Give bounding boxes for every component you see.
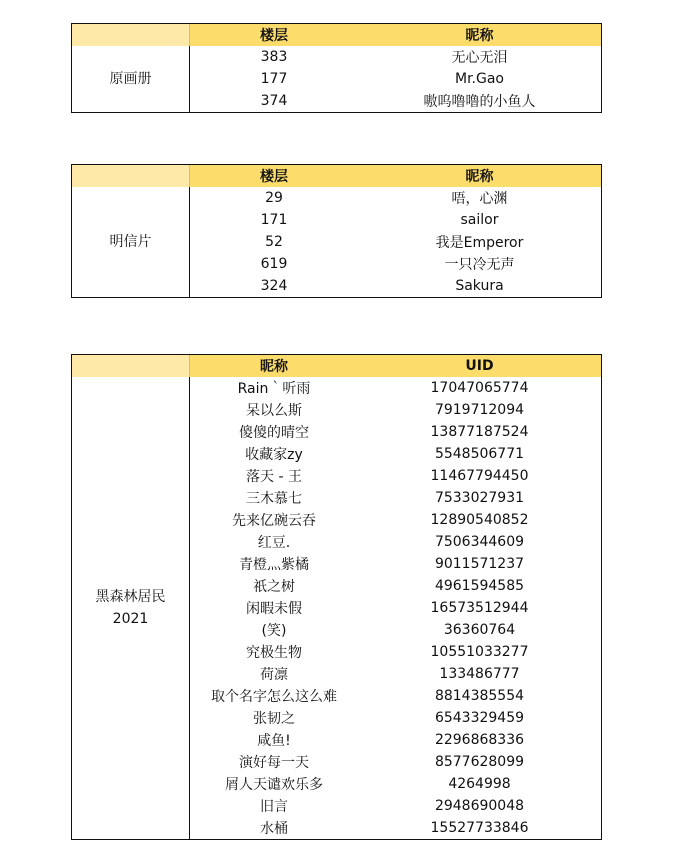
table-row	[190, 68, 601, 90]
table-heisenlin	[71, 354, 602, 840]
header-nickname: 昵称	[190, 355, 358, 377]
table-cell: 屑人天谴欢乐多	[225, 777, 323, 793]
table-cell: 一只冷无声	[444, 257, 515, 273]
table-cell: 究极生物	[246, 645, 302, 661]
table-cell: Sakura	[455, 278, 504, 294]
table-cell: 嗷呜噜噜的小鱼人	[423, 94, 536, 110]
table-row	[190, 90, 601, 112]
table-row	[190, 487, 601, 509]
header-uid: UID	[358, 355, 601, 377]
group-label-line1: 黑森林居民	[95, 589, 166, 605]
table-row	[190, 751, 601, 773]
table-row	[190, 253, 601, 275]
table-cell: 177	[260, 71, 288, 87]
table-header	[72, 165, 601, 187]
table-header	[72, 355, 601, 377]
table-row	[190, 377, 601, 399]
table-row	[190, 641, 601, 663]
table-cell: 11467794450	[430, 468, 529, 484]
table-row	[190, 231, 601, 253]
table-cell: 傻傻的晴空	[239, 425, 309, 441]
table-row	[190, 209, 601, 231]
table-cell: 张韧之	[253, 711, 295, 727]
table-row	[190, 531, 601, 553]
table-cell: 4961594585	[434, 578, 525, 594]
table-cell: 17047065774	[430, 380, 529, 396]
table-row	[190, 619, 601, 641]
table-cell: 收藏家zy	[245, 447, 303, 463]
table-cell: 落天 - 王	[246, 469, 302, 485]
table-cell: 青橙灬紫橘	[239, 557, 309, 573]
table-cell: 2948690048	[434, 798, 525, 814]
table-cell: 先来亿碗云吞	[232, 513, 316, 529]
group-label	[72, 377, 190, 839]
table-cell: 2296868336	[434, 732, 525, 748]
table-row	[190, 597, 601, 619]
table-row	[190, 729, 601, 751]
table-cell: 52	[265, 234, 283, 250]
table-row	[190, 773, 601, 795]
table-cell: 三木慕七	[246, 491, 302, 507]
table-row	[190, 187, 601, 209]
table-cell: 12890540852	[430, 512, 529, 528]
header-nickname: 昵称	[358, 24, 601, 46]
table-cell: 324	[260, 278, 288, 294]
table-cell: 红豆.	[257, 535, 291, 551]
table-cell: 7506344609	[434, 534, 525, 550]
table-row	[190, 685, 601, 707]
table-cell: 10551033277	[430, 644, 529, 660]
table-row	[190, 795, 601, 817]
table-cell: 水桶	[260, 821, 288, 837]
table-cell: 15527733846	[430, 820, 529, 836]
table-row	[190, 421, 601, 443]
table-cell: 383	[260, 49, 288, 65]
table-cell: 7919712094	[434, 402, 525, 418]
table-row	[190, 575, 601, 597]
table-row	[190, 707, 601, 729]
table-cell: 5548506771	[434, 446, 525, 462]
table-cell: 4264998	[448, 776, 511, 792]
group-label: 原画册	[72, 46, 190, 112]
table-cell: 祇之树	[253, 579, 295, 595]
table-cell: 7533027931	[434, 490, 525, 506]
table-cell: 29	[265, 190, 283, 206]
table-row	[190, 509, 601, 531]
table-row	[190, 817, 601, 839]
table-cell: 取个名字怎么这么难	[211, 689, 337, 705]
header-floor: 楼层	[190, 24, 358, 46]
table-cell: (笑)	[261, 623, 287, 639]
table-cell: sailor	[460, 212, 499, 228]
table-row	[190, 46, 601, 68]
table-cell: 旧言	[260, 799, 288, 815]
group-label-line2: 2021	[112, 611, 149, 627]
table-row	[190, 275, 601, 297]
table-header	[72, 24, 601, 46]
table-cell: 我是Emperor	[435, 235, 524, 251]
table-row	[190, 399, 601, 421]
group-label: 明信片	[72, 187, 190, 297]
table-cell: 荷凛	[260, 667, 288, 683]
table-cell: 咸鱼!	[257, 733, 291, 749]
table-yuanhuace	[71, 23, 602, 113]
table-cell: Mr.Gao	[455, 71, 504, 87]
table-cell: 374	[260, 93, 288, 109]
table-mingxinpian	[71, 164, 602, 298]
table-cell: 13877187524	[430, 424, 529, 440]
table-cell: 133486777	[439, 666, 520, 682]
table-row	[190, 465, 601, 487]
table-row	[190, 553, 601, 575]
table-cell: 无心无泪	[451, 50, 508, 66]
table-cell: 36360764	[443, 622, 516, 638]
table-cell: 9011571237	[434, 556, 525, 572]
header-floor: 楼层	[190, 165, 358, 187]
table-cell: 8814385554	[434, 688, 525, 704]
table-row	[190, 663, 601, 685]
table-cell: Rain｀听雨	[237, 381, 311, 397]
header-nickname: 昵称	[358, 165, 601, 187]
table-cell: 闲暇未假	[246, 601, 302, 617]
table-cell: 演好每一天	[239, 755, 309, 771]
table-cell: 8577628099	[434, 754, 525, 770]
table-cell: 619	[260, 256, 288, 272]
table-row	[190, 443, 601, 465]
table-cell: 6543329459	[434, 710, 525, 726]
table-cell: 171	[260, 212, 288, 228]
table-cell: 16573512944	[430, 600, 529, 616]
table-cell: 唔，心渊	[451, 191, 508, 207]
table-cell: 呆以么斯	[246, 403, 302, 419]
